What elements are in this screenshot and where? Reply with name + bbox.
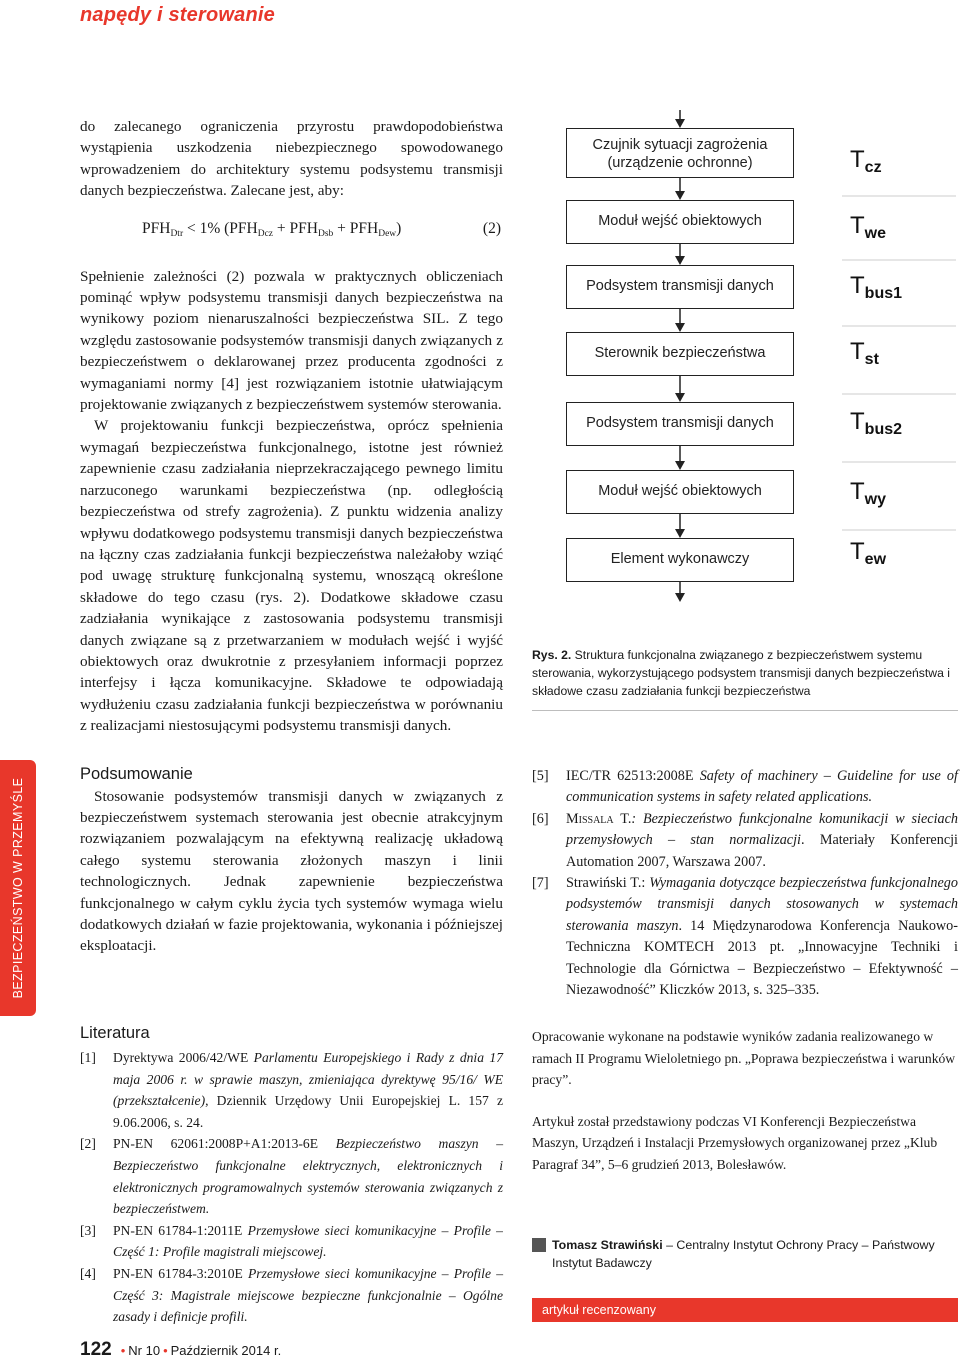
box-transmission-2: Podsystem transmisji danych: [566, 402, 794, 446]
flow-arrowhead: [675, 461, 685, 470]
author-text: [532, 1236, 958, 1272]
time-label-bus1: [850, 272, 960, 303]
flow-arrowhead: [675, 593, 685, 602]
sidebar-tab: [0, 760, 36, 1016]
reference-plain1: Dyrektywa 2006/42/WE: [113, 1050, 254, 1065]
literature-section: [80, 1024, 503, 1328]
reference-item: [532, 873, 958, 1001]
flow-arrowhead: [675, 323, 685, 332]
formula-close: ): [396, 219, 402, 237]
time-label-bus2: [850, 408, 960, 439]
reviewed-badge: artykuł recenzowany: [532, 1298, 958, 1322]
notes: [532, 1026, 958, 1196]
summary-paragraph: Stosowanie podsystemów transmisji danych w związanych z bezpieczeństwem systemach sterowania jest obecnie atrakcyjnym rozwiązaniem pozwalającym na efektywną realizację układową całego systemu sterowania złożonych maszyn i linii technologicznych. Jednak zapewnienie bezpieczeństwa funkcjonalnego w całym cyklu życia tych systemów wymaga wielu dodatkowych działań w fazie projektowania, wykonania i późniejszej eksploatacji.: [80, 787, 503, 955]
reference-ital1: Bezpieczeństwo maszyn – Bezpieczeństwo funkcjonalne elektrycznych, elektronicznych i elektronicznych programowalnych systemów sterowania związanych z bezpieczeństwem.: [113, 1136, 503, 1217]
time-sub: bus1: [864, 285, 903, 302]
reference-plain2: , Dziennik Urzędowy Unii Europejskiej L. 157 z 9.06.2006, s. 24.: [113, 1093, 503, 1130]
footer-dot-2: •: [163, 1343, 168, 1358]
flow-arrowhead: [675, 529, 685, 538]
reference-number: [1]: [80, 1050, 96, 1065]
time-t: T: [850, 146, 865, 173]
main-column: [80, 116, 503, 957]
time-t: T: [850, 408, 865, 435]
flow-arrowhead: [675, 256, 685, 265]
reference-number: [7]: [532, 875, 549, 892]
reference-number: [4]: [80, 1265, 96, 1281]
page-footer: [80, 1339, 281, 1361]
note-program: Opracowanie wykonane na podstawie wyników zadania realizowanego w ramach II Programu Wieloletniego pn. „Poprawa bezpieczeństwa i warunków pracy”.: [532, 1029, 956, 1088]
issue-number: Nr 10: [128, 1343, 161, 1358]
header-title: napędy i sterowanie: [80, 4, 275, 26]
time-label-wy: [850, 478, 960, 509]
reference-plain1: PN-EN 62061:2008P+A1:2013-6E: [113, 1136, 336, 1152]
time-sub: ew: [864, 551, 887, 568]
reference-number: [5]: [532, 768, 549, 784]
box-output-module: Moduł wejść obiektowych: [566, 470, 794, 514]
reference-plain2: . 14 Międzynarodowa Konferencja Naukowo-Techniczna KOMTECH 2013 pt. „Innowacyjne Techniki i Technologie dla Górnictwa – Bezpieczeństwo – Efektywność – Niezawodność” Kliczków 2013, s. 325–335.: [566, 917, 958, 999]
formula-plus2: + PFH: [333, 219, 379, 237]
reference-sc: Missala T.: [566, 810, 632, 827]
figure-caption: [532, 646, 958, 700]
box-actuator: Element wykonawczy: [566, 538, 794, 582]
formula-number: (2): [482, 219, 501, 237]
flow-arrowhead: [675, 119, 685, 128]
reference-item: [532, 809, 958, 873]
reference-ital1: Parlamentu Europejskiego i Rady z dnia 17 maja 2006 r. w sprawie maszyn, zmieniająca dyrektywę 95/16/ WE (przekształcenie): [113, 1050, 503, 1109]
reference-ital1: : Bezpieczeństwo funkcjonalne komunikacji w sieciach przemysłowych – stan normalizacji: [566, 810, 958, 849]
time-t: T: [850, 212, 865, 239]
reference-number: [2]: [80, 1136, 96, 1152]
formula-plus1: + PFH: [273, 219, 318, 237]
page-number: 122: [80, 1339, 112, 1360]
caption-divider: [532, 710, 958, 711]
paragraph-2: Spełnienie zależności (2) pozwala w praktycznych obliczeniach pominąć wpływ podsystemu transmisji danych bezpieczeństwa na wynikowy poziom nienaruszalności bezpieczeństwa SIL. Z tego względu zastosowanie podsystemów transmisji danych związanych z bezpieczeństwem o deklarowanej przez producenta zgodności z wymaganiami normy [4] jest rozwiązaniem istotnie ułatwiającym projektowanie związanych z bezpieczeństwem systemów sterowania.: [80, 267, 503, 414]
time-label-st: [850, 338, 960, 369]
formula-pfh: PFH: [142, 219, 171, 237]
reference-plain1: Strawiński T.:: [566, 875, 650, 892]
literature-heading: Literatura: [80, 1024, 150, 1042]
reference-plain1: IEC/TR 62513:2008E: [566, 768, 700, 784]
reference-ital1: Wymagania dotyczące bezpieczeństwa funkcjonalnego podsystemów transmisji danych stosowanych w systemach sterowania maszyn: [566, 875, 958, 934]
box-sensor-line2: (urządzenie ochronne): [607, 155, 753, 171]
formula-body: [142, 220, 401, 239]
formula-lt: < 1% (PFH: [183, 219, 258, 237]
time-t: T: [850, 272, 865, 299]
note-conference: Artykuł został przedstawiony podczas VI Konferencji Bezpieczeństwa Maszyn, Urządzeń i Instalacji Przemysłowych organizowanej przez „Klub Paragraf 34”, 5–6 grudzień 2013, Bolesławów.: [532, 1113, 938, 1172]
time-sub: bus2: [864, 421, 903, 438]
author-affiliation: – Centralny Instytut Ochrony Pracy – Państwowy Instytut Badawczy: [552, 1238, 935, 1270]
references-right: [532, 766, 958, 1001]
time-t: T: [850, 538, 865, 565]
time-sub: we: [864, 225, 887, 242]
footer-dot: •: [120, 1343, 126, 1358]
paragraph-1: do zalecanego ograniczenia przyrostu prawdopodobieństwa wystąpienia uszkodzenia niebezpiecznego spowodowanego wprowadzeniem do architektury systemu podsystemu transmisji danych bezpieczeństwa. Zalecane jest, aby:: [80, 118, 503, 200]
reference-number: [6]: [532, 810, 549, 827]
reference-plain2: . Materiały Konferencji Automation 2007, Warszawa 2007.: [566, 832, 959, 870]
reference-ital1: Safety of machinery – Guideline for use of communication systems in safety related applications.: [566, 768, 958, 806]
flow-arrowhead: [675, 393, 685, 402]
issue-date: Październik 2014 r.: [170, 1343, 282, 1358]
reference-plain1: PN-EN 61784-3:2010E: [113, 1265, 248, 1281]
formula-sub-dcz: Dcz: [257, 228, 274, 239]
formula: [80, 220, 503, 246]
reference-ital1: Przemysłowe sieci komunikacyjne – Profile – Część 1: Profile magistrali miejscowej.: [113, 1222, 503, 1260]
time-sub: cz: [864, 159, 882, 176]
author-name: Tomasz Strawiński: [552, 1238, 663, 1252]
reference-ital1: Przemysłowe sieci komunikacyjne – Profile – Część 3: Magistrale miejscowe bezpieczne funkcjonalnie – Ogólne zasady i definicje profili.: [113, 1265, 503, 1325]
caption-label: Rys. 2.: [532, 648, 572, 662]
time-sub: st: [864, 351, 879, 368]
time-t: T: [850, 338, 865, 365]
summary-heading: Podsumowanie: [80, 764, 193, 783]
sidebar-label: BEZPIECZEŃSTWO W PRZEMYŚLE: [11, 777, 25, 999]
time-label-cz: [850, 146, 960, 177]
figure-diagram: [560, 110, 960, 630]
reference-plain1: PN-EN 61784-1:2011E: [113, 1222, 248, 1238]
flow-arrowhead: [675, 191, 685, 200]
author-block: [532, 1236, 958, 1272]
caption-text: Struktura funkcjonalna związanego z bezpieczeństwem systemu sterowania, wykorzystującego podsystem transmisji danych bezpieczeństwa i składowe czasu zadziałania funkcji bezpieczeństwa: [532, 648, 950, 698]
box-safety-controller: Sterownik bezpieczeństwa: [566, 332, 794, 376]
box-input-module: Moduł wejść obiektowych: [566, 200, 794, 244]
time-sub: wy: [864, 491, 887, 508]
formula-sub-dtr: Dtr: [170, 228, 184, 239]
formula-sub-dsb: Dsb: [317, 228, 334, 239]
reference-number: [3]: [80, 1222, 96, 1238]
reference-item: [80, 1263, 503, 1328]
reference-item: [532, 766, 958, 809]
reference-item: [80, 1220, 503, 1263]
literature-list: [80, 1047, 503, 1328]
formula-sub-dew: Dew: [378, 228, 397, 239]
author-icon: [532, 1238, 546, 1252]
time-label-ew: [850, 538, 960, 569]
box-sensor: [566, 128, 794, 178]
time-t: T: [850, 478, 865, 505]
reference-item: [80, 1133, 503, 1219]
reference-item: [80, 1047, 503, 1133]
time-label-we: [850, 212, 960, 243]
box-transmission-1: Podsystem transmisji danych: [566, 265, 794, 309]
box-sensor-line1: Czujnik sytuacji zagrożenia: [592, 137, 768, 153]
paragraph-3: W projektowaniu funkcji bezpieczeństwa, oprócz spełnienia wymagań bezpieczeństwa funkcjonalnego, istotne jest również zapewnienie czasu zadziałania nieprzekraczającego pewnego limitu narzuconego warunkami bezpieczeństwa (np. odległością bezpieczeństwa od strefy zagrożenia). Z punktu widzenia analizy wpływu dodatkowego podsystemu transmisji danych bezpieczeństwa na łączny czas zadziałania funkcji bezpieczeństwa należałoby wziąć pod uwagę strukturę funkcjonalną systemu, wnoszącą określone składowe do tego czasu (rys. 2). Dodatkowe składowe czasu zadziałania wynikające z zastosowania podsystemu transmisji danych związane są z przetwarzaniem w modułach wejść i wyjść obiektowych oraz dwukrotnie z przesyłaniem informacji poprzez interfejsy i łącza komunikacyjne. Składowe te odpowiadają wydłużeniu czasu zadziałania funkcji bezpieczeństwa w porównaniu z realizacjami niestosującymi podsystemu transmisji danych.: [80, 417, 503, 735]
